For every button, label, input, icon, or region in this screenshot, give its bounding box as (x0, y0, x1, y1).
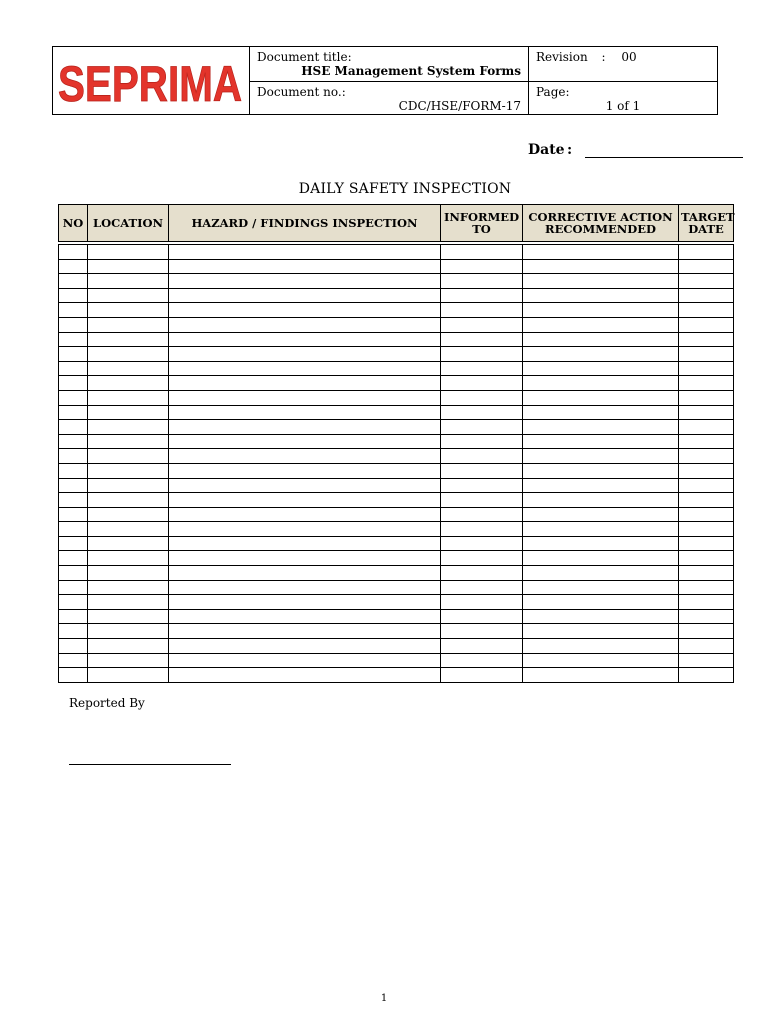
cell-location[interactable] (88, 274, 169, 289)
cell-hazard-findings[interactable] (169, 303, 441, 318)
cell-target-date[interactable] (679, 405, 734, 420)
cell-informed-to[interactable] (441, 259, 523, 274)
table-row (59, 536, 734, 551)
revision-label: Revision (536, 50, 588, 64)
table-row (59, 317, 734, 332)
cell-target-date[interactable] (679, 245, 734, 260)
cell-informed-to[interactable] (441, 536, 523, 551)
cell-no[interactable] (59, 361, 88, 376)
cell-informed-to[interactable] (441, 624, 523, 639)
company-logo (56, 53, 244, 109)
date-field-line[interactable] (585, 157, 743, 158)
cell-hazard-findings[interactable] (169, 566, 441, 581)
table-row (59, 595, 734, 610)
cell-location[interactable] (88, 639, 169, 654)
cell-corrective-action[interactable] (523, 390, 679, 405)
cell-corrective-action[interactable] (523, 595, 679, 610)
page-number: 1 (380, 993, 388, 1004)
cell-informed-to[interactable] (441, 551, 523, 566)
column-header-hazard-findings: HAZARD / FINDINGS INSPECTION (169, 205, 441, 242)
cell-corrective-action[interactable] (523, 566, 679, 581)
doc-no-cell (250, 82, 529, 115)
cell-hazard-findings[interactable] (169, 507, 441, 522)
table-row (59, 274, 734, 289)
cell-no[interactable] (59, 245, 88, 260)
table-row (59, 463, 734, 478)
cell-corrective-action[interactable] (523, 668, 679, 683)
cell-location[interactable] (88, 580, 169, 595)
cell-target-date[interactable] (679, 653, 734, 668)
cell-hazard-findings[interactable] (169, 551, 441, 566)
cell-no[interactable] (59, 653, 88, 668)
cell-location[interactable] (88, 434, 169, 449)
column-header-no: NO (59, 205, 88, 242)
cell-informed-to[interactable] (441, 639, 523, 654)
table-row (59, 376, 734, 391)
cell-informed-to[interactable] (441, 653, 523, 668)
cell-no[interactable] (59, 390, 88, 405)
cell-informed-to[interactable] (441, 493, 523, 508)
date-label: Date (528, 142, 565, 158)
cell-corrective-action[interactable] (523, 493, 679, 508)
revision-cell (529, 47, 718, 82)
cell-informed-to[interactable] (441, 434, 523, 449)
cell-target-date[interactable] (679, 434, 734, 449)
cell-location[interactable] (88, 536, 169, 551)
cell-informed-to[interactable] (441, 332, 523, 347)
cell-target-date[interactable] (679, 493, 734, 508)
cell-location[interactable] (88, 493, 169, 508)
cell-informed-to[interactable] (441, 420, 523, 435)
cell-corrective-action[interactable] (523, 376, 679, 391)
cell-target-date[interactable] (679, 507, 734, 522)
cell-location[interactable] (88, 376, 169, 391)
cell-corrective-action[interactable] (523, 405, 679, 420)
cell-hazard-findings[interactable] (169, 405, 441, 420)
cell-target-date[interactable] (679, 580, 734, 595)
cell-no[interactable] (59, 259, 88, 274)
cell-informed-to[interactable] (441, 609, 523, 624)
cell-hazard-findings[interactable] (169, 580, 441, 595)
table-header-row (59, 205, 734, 242)
cell-no[interactable] (59, 478, 88, 493)
cell-hazard-findings[interactable] (169, 609, 441, 624)
cell-target-date[interactable] (679, 668, 734, 683)
cell-location[interactable] (88, 463, 169, 478)
table-row (59, 624, 734, 639)
revision-colon: : (601, 50, 606, 64)
cell-no[interactable] (59, 639, 88, 654)
logo-wordmark: SEPRIMA (58, 56, 242, 109)
cell-no[interactable] (59, 609, 88, 624)
cell-informed-to[interactable] (441, 376, 523, 391)
table-row (59, 288, 734, 303)
table-row (59, 478, 734, 493)
cell-hazard-findings[interactable] (169, 317, 441, 332)
cell-target-date[interactable] (679, 390, 734, 405)
inspection-table-body (59, 242, 734, 683)
cell-location[interactable] (88, 478, 169, 493)
cell-informed-to[interactable] (441, 580, 523, 595)
cell-location[interactable] (88, 347, 169, 362)
cell-hazard-findings[interactable] (169, 288, 441, 303)
cell-location[interactable] (88, 551, 169, 566)
cell-location[interactable] (88, 405, 169, 420)
cell-corrective-action[interactable] (523, 245, 679, 260)
table-row (59, 609, 734, 624)
cell-no[interactable] (59, 551, 88, 566)
cell-informed-to[interactable] (441, 449, 523, 464)
cell-target-date[interactable] (679, 536, 734, 551)
cell-hazard-findings[interactable] (169, 274, 441, 289)
logo-cell (53, 47, 250, 115)
cell-hazard-findings[interactable] (169, 463, 441, 478)
doc-no-label: Document no.: (257, 85, 346, 99)
table-row (59, 551, 734, 566)
cell-no[interactable] (59, 536, 88, 551)
cell-hazard-findings[interactable] (169, 420, 441, 435)
cell-target-date[interactable] (679, 420, 734, 435)
form-title: DAILY SAFETY INSPECTION (298, 181, 512, 197)
cell-informed-to[interactable] (441, 566, 523, 581)
reported-by-label: Reported By (69, 696, 145, 710)
cell-informed-to[interactable] (441, 522, 523, 537)
cell-no[interactable] (59, 347, 88, 362)
table-row (59, 303, 734, 318)
column-header-corrective-action: CORRECTIVE ACTION RECOMMENDED (523, 205, 679, 242)
cell-corrective-action[interactable] (523, 653, 679, 668)
cell-informed-to[interactable] (441, 361, 523, 376)
cell-corrective-action[interactable] (523, 639, 679, 654)
cell-target-date[interactable] (679, 288, 734, 303)
cell-no[interactable] (59, 420, 88, 435)
cell-location[interactable] (88, 522, 169, 537)
table-row (59, 434, 734, 449)
document-header (52, 46, 718, 115)
cell-hazard-findings[interactable] (169, 536, 441, 551)
cell-hazard-findings[interactable] (169, 332, 441, 347)
cell-no[interactable] (59, 580, 88, 595)
cell-corrective-action[interactable] (523, 624, 679, 639)
cell-hazard-findings[interactable] (169, 347, 441, 362)
cell-target-date[interactable] (679, 303, 734, 318)
cell-corrective-action[interactable] (523, 434, 679, 449)
table-row (59, 405, 734, 420)
cell-corrective-action[interactable] (523, 274, 679, 289)
cell-location[interactable] (88, 332, 169, 347)
cell-target-date[interactable] (679, 463, 734, 478)
reported-by-signature-line[interactable] (69, 764, 231, 765)
cell-informed-to[interactable] (441, 507, 523, 522)
cell-target-date[interactable] (679, 332, 734, 347)
cell-hazard-findings[interactable] (169, 493, 441, 508)
table-row (59, 653, 734, 668)
cell-location[interactable] (88, 624, 169, 639)
cell-location[interactable] (88, 245, 169, 260)
cell-location[interactable] (88, 507, 169, 522)
cell-location[interactable] (88, 609, 169, 624)
cell-corrective-action[interactable] (523, 317, 679, 332)
cell-corrective-action[interactable] (523, 463, 679, 478)
column-header-target-date: TARGET DATE (679, 205, 734, 242)
cell-no[interactable] (59, 463, 88, 478)
cell-no[interactable] (59, 493, 88, 508)
cell-target-date[interactable] (679, 274, 734, 289)
cell-no[interactable] (59, 507, 88, 522)
cell-location[interactable] (88, 390, 169, 405)
cell-hazard-findings[interactable] (169, 595, 441, 610)
cell-location[interactable] (88, 288, 169, 303)
cell-location[interactable] (88, 259, 169, 274)
cell-target-date[interactable] (679, 317, 734, 332)
page-cell (529, 82, 718, 115)
cell-no[interactable] (59, 303, 88, 318)
cell-location[interactable] (88, 420, 169, 435)
cell-informed-to[interactable] (441, 347, 523, 362)
column-header-location: LOCATION (88, 205, 169, 242)
table-row (59, 361, 734, 376)
cell-informed-to[interactable] (441, 245, 523, 260)
cell-no[interactable] (59, 332, 88, 347)
cell-corrective-action[interactable] (523, 420, 679, 435)
doc-no-value: CDC/HSE/FORM-17 (398, 99, 521, 113)
cell-corrective-action[interactable] (523, 507, 679, 522)
cell-informed-to[interactable] (441, 595, 523, 610)
table-row (59, 522, 734, 537)
table-row (59, 639, 734, 654)
cell-no[interactable] (59, 522, 88, 537)
cell-corrective-action[interactable] (523, 332, 679, 347)
cell-location[interactable] (88, 449, 169, 464)
cell-hazard-findings[interactable] (169, 361, 441, 376)
cell-location[interactable] (88, 361, 169, 376)
table-row (59, 259, 734, 274)
table-row (59, 668, 734, 683)
cell-corrective-action[interactable] (523, 449, 679, 464)
table-row (59, 493, 734, 508)
cell-hazard-findings[interactable] (169, 653, 441, 668)
cell-corrective-action[interactable] (523, 522, 679, 537)
cell-no[interactable] (59, 274, 88, 289)
cell-target-date[interactable] (679, 624, 734, 639)
cell-target-date[interactable] (679, 361, 734, 376)
cell-no[interactable] (59, 624, 88, 639)
cell-hazard-findings[interactable] (169, 390, 441, 405)
cell-corrective-action[interactable] (523, 536, 679, 551)
cell-hazard-findings[interactable] (169, 376, 441, 391)
cell-hazard-findings[interactable] (169, 259, 441, 274)
cell-location[interactable] (88, 668, 169, 683)
page-value: 1 of 1 (605, 99, 641, 113)
doc-title-label: Document title: (257, 50, 352, 64)
table-row (59, 566, 734, 581)
cell-corrective-action[interactable] (523, 478, 679, 493)
cell-target-date[interactable] (679, 639, 734, 654)
cell-target-date[interactable] (679, 347, 734, 362)
cell-hazard-findings[interactable] (169, 449, 441, 464)
cell-corrective-action[interactable] (523, 580, 679, 595)
cell-corrective-action[interactable] (523, 303, 679, 318)
doc-title-value: HSE Management System Forms (301, 64, 521, 78)
cell-target-date[interactable] (679, 595, 734, 610)
cell-no[interactable] (59, 317, 88, 332)
cell-no[interactable] (59, 376, 88, 391)
cell-hazard-findings[interactable] (169, 245, 441, 260)
cell-hazard-findings[interactable] (169, 668, 441, 683)
cell-informed-to[interactable] (441, 303, 523, 318)
cell-informed-to[interactable] (441, 405, 523, 420)
inspection-table (58, 204, 734, 683)
date-colon: : (567, 142, 573, 158)
table-row (59, 390, 734, 405)
cell-target-date[interactable] (679, 376, 734, 391)
cell-hazard-findings[interactable] (169, 624, 441, 639)
cell-corrective-action[interactable] (523, 288, 679, 303)
cell-hazard-findings[interactable] (169, 478, 441, 493)
column-header-informed-to: INFORMED TO (441, 205, 523, 242)
cell-informed-to[interactable] (441, 478, 523, 493)
cell-target-date[interactable] (679, 449, 734, 464)
cell-target-date[interactable] (679, 259, 734, 274)
doc-title-cell (250, 47, 529, 82)
cell-location[interactable] (88, 595, 169, 610)
cell-corrective-action[interactable] (523, 347, 679, 362)
table-row (59, 245, 734, 260)
cell-hazard-findings[interactable] (169, 639, 441, 654)
cell-no[interactable] (59, 595, 88, 610)
cell-no[interactable] (59, 449, 88, 464)
cell-location[interactable] (88, 653, 169, 668)
cell-informed-to[interactable] (441, 390, 523, 405)
cell-hazard-findings[interactable] (169, 434, 441, 449)
cell-hazard-findings[interactable] (169, 522, 441, 537)
revision-value: 00 (621, 50, 637, 64)
cell-corrective-action[interactable] (523, 361, 679, 376)
table-row (59, 580, 734, 595)
cell-no[interactable] (59, 668, 88, 683)
cell-no[interactable] (59, 288, 88, 303)
cell-location[interactable] (88, 303, 169, 318)
table-row (59, 507, 734, 522)
cell-informed-to[interactable] (441, 274, 523, 289)
cell-target-date[interactable] (679, 478, 734, 493)
cell-location[interactable] (88, 566, 169, 581)
cell-no[interactable] (59, 566, 88, 581)
table-row (59, 347, 734, 362)
cell-informed-to[interactable] (441, 288, 523, 303)
cell-target-date[interactable] (679, 522, 734, 537)
cell-informed-to[interactable] (441, 317, 523, 332)
table-row (59, 420, 734, 435)
cell-informed-to[interactable] (441, 463, 523, 478)
cell-target-date[interactable] (679, 609, 734, 624)
revision-row (529, 47, 717, 64)
cell-corrective-action[interactable] (523, 609, 679, 624)
cell-no[interactable] (59, 405, 88, 420)
cell-location[interactable] (88, 317, 169, 332)
table-row (59, 332, 734, 347)
cell-corrective-action[interactable] (523, 551, 679, 566)
cell-target-date[interactable] (679, 551, 734, 566)
cell-informed-to[interactable] (441, 668, 523, 683)
cell-corrective-action[interactable] (523, 259, 679, 274)
cell-no[interactable] (59, 434, 88, 449)
cell-target-date[interactable] (679, 566, 734, 581)
table-row (59, 449, 734, 464)
page-label: Page: (536, 85, 570, 99)
